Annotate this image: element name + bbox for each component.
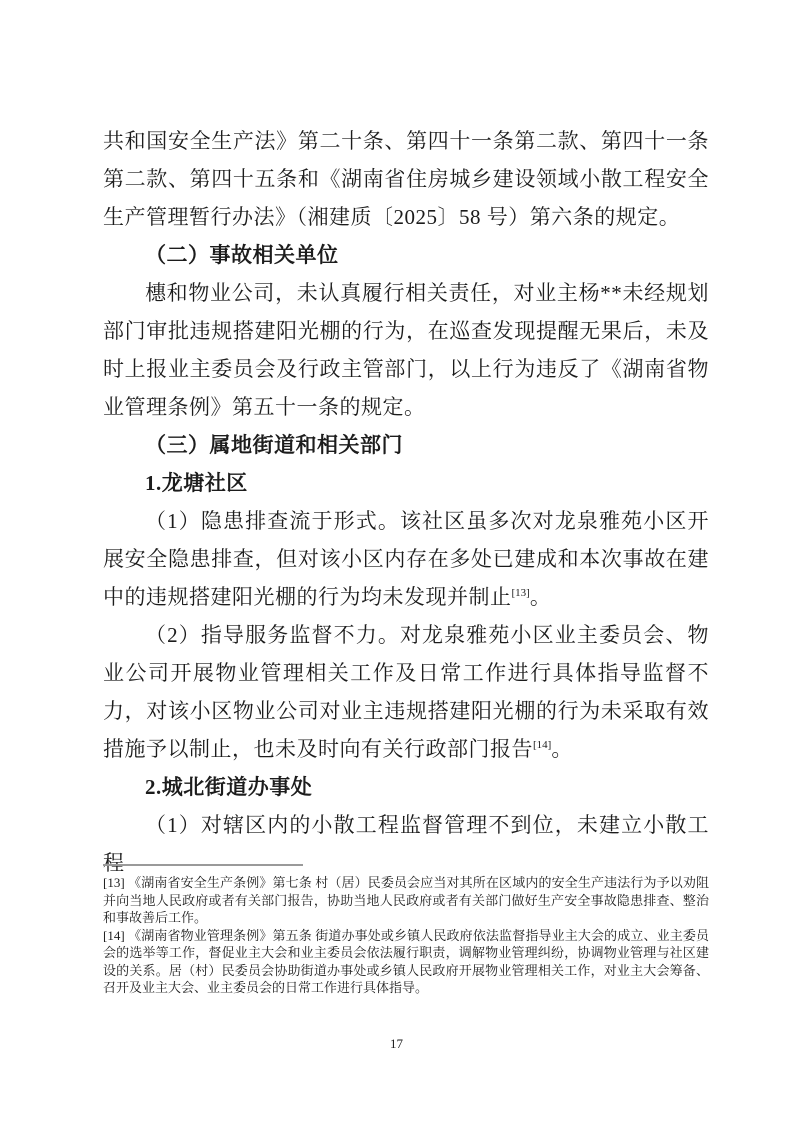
paragraph-property-company-responsibility: 橞和物业公司，未认真履行相关责任，对业主杨**未经规划部门审批违规搭建阳光棚的行为，在巡查发现提醒无果后，未及时上报业主委员会及行政主管部门，以上行为违反了《湖南省物业管理条例》第五十一条的规定。 — [103, 281, 709, 419]
footnote-ref-13: [13] — [511, 587, 530, 599]
footnote-13 — [103, 874, 709, 927]
footnote-separator-line — [103, 864, 303, 866]
footnote-ref-14: [14] — [533, 739, 552, 751]
paragraph-longtang-item-2 — [103, 616, 709, 768]
paragraph-chengbei-item-1: （1）对辖区内的小散工程监督管理不到位，未建立小散工程 — [103, 813, 709, 875]
paragraph-longtang-item-1 — [103, 502, 709, 616]
footnotes-section — [103, 864, 709, 997]
heading-section-3-local-street-departments: （三）属地街道和相关部门 — [145, 433, 403, 457]
page-number: 17 — [390, 1036, 403, 1051]
paragraph-longtang-item-1-text: （1）隐患排查流于形式。该社区虽多次对龙泉雅苑小区开展安全隐患排查，但对该小区内存在多处已建成和本次事故在建中的违规搭建阳光棚的行为均未发现并制止 — [103, 509, 709, 609]
document-body — [103, 122, 709, 882]
footnote-14-label: [14] — [103, 927, 125, 943]
paragraph-longtang-item-2-period: 。 — [551, 737, 573, 761]
footnote-14 — [103, 927, 709, 997]
heading-chengbei-street-office: 2.城北街道办事处 — [145, 775, 313, 799]
paragraph-longtang-item-1-period: 。 — [529, 585, 552, 609]
heading-longtang-community: 1.龙塘社区 — [145, 471, 248, 495]
paragraph-legal-basis-continuation: 共和国安全生产法》第二十条、第四十一条第二款、第四十一条第二款、第四十五条和《湖南省住房城乡建设领域小散工程安全生产管理暂行办法》（湘建质〔2025〕58 号）第六条的规定。 — [103, 129, 709, 229]
footnote-13-text: 《湖南省安全生产条例》第七条 村（居）民委员会应当对其所在区域内的安全生产违法行为予以劝阻并向当地人民政府或者有关部门报告，协助当地人民政府或者有关部门做好生产安全事故隐患排查、整治和事故善后工作。 — [103, 875, 709, 925]
footnote-14-text: 《湖南省物业管理条例》第五条 街道办事处或乡镇人民政府依法监督指导业主大会的成立、业主委员会的选举等工作，督促业主大会和业主委员会依法履行职责，调解物业管理纠纷，协调物业管理与社区建设的关系。居（村）民委员会协助街道办事处或乡镇人民政府开展物业管理相关工作，对业主大会筹备、召开及业主大会、业主委员会的日常工作进行具体指导。 — [103, 927, 709, 995]
paragraph-longtang-item-2-text: （2）指导服务监督不力。对龙泉雅苑小区业主委员会、物业公司开展物业管理相关工作及日常工作进行具体指导监督不力，对该小区物业公司对业主违规搭建阳光棚的行为未采取有效措施予以制止，也未及时向有关行政部门报告 — [103, 623, 709, 761]
heading-section-2-related-units: （二）事故相关单位 — [145, 243, 339, 267]
footnote-13-label: [13] — [103, 875, 125, 890]
